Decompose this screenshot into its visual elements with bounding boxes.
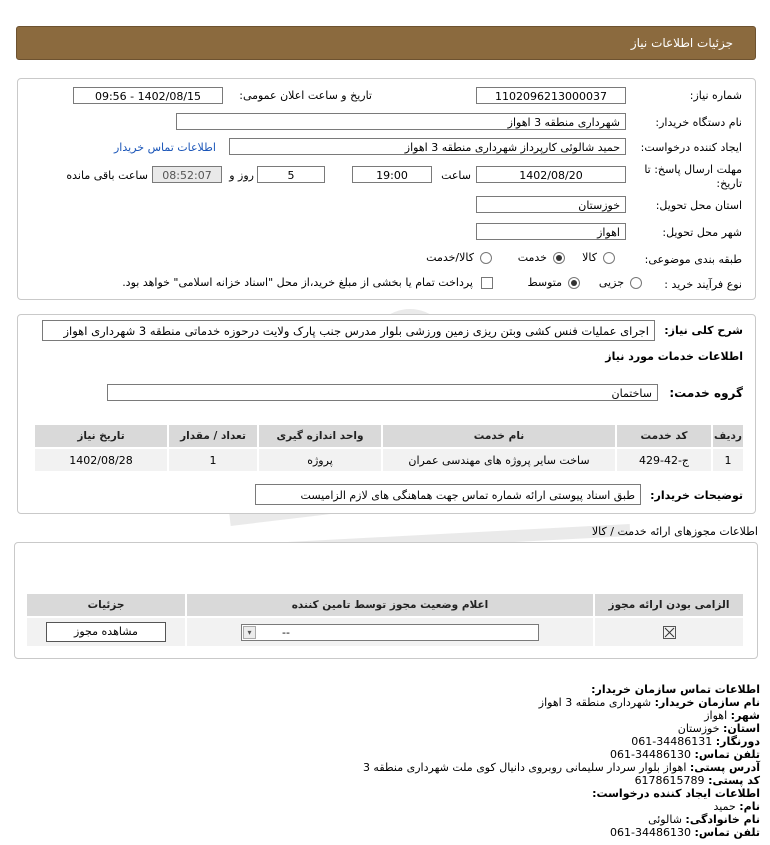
province-field: خوزستان: [476, 196, 626, 213]
org-address-line: [363, 761, 760, 774]
city-field: اهواز: [476, 223, 626, 240]
col-service-name: نام خدمت: [383, 425, 615, 447]
org-postal-value: 6178615789: [634, 774, 705, 787]
org-phone-value: 34486130-061: [610, 748, 692, 761]
org-province-line: [678, 722, 760, 735]
days-remaining-field: 5: [257, 166, 325, 183]
cell-unit: پروژه: [259, 449, 381, 471]
permit-status-cell: [187, 618, 593, 646]
buyer-notes-field: طبق اسناد پیوستی ارائه شماره تماس جهت هماهنگی های لازم الزامیست: [255, 484, 641, 505]
city-label: شهر محل تحویل:: [662, 226, 742, 239]
page-header: [16, 26, 756, 60]
need-number-field: 1102096213000037: [476, 87, 626, 104]
org-city-label: شهر:: [730, 709, 760, 722]
permit-required-cell: [595, 618, 743, 646]
category-option-service: خدمت: [517, 251, 547, 264]
org-province-value: خوزستان: [677, 722, 720, 735]
org-name-line: [539, 696, 760, 709]
process-radio-medium[interactable]: [568, 277, 580, 289]
permits-table: [25, 592, 745, 648]
org-fax-label: دورنگار:: [715, 735, 760, 748]
treasury-text: پرداخت تمام یا بخشی از مبلغ خرید،از محل "اسناد خزانه اسلامی" خواهد بود.: [122, 276, 473, 289]
creator-first-name-value: حمید: [713, 800, 736, 813]
deadline-hour-field: 19:00: [352, 166, 432, 183]
org-contact-title: اطلاعات تماس سازمان خریدار:: [591, 683, 760, 696]
col-permit-status: اعلام وضعیت مجوز توسط تامین کننده: [187, 594, 593, 616]
col-service-code: کد خدمت: [617, 425, 711, 447]
description-field: اجرای عملیات فنس کشی وبتن ریزی زمین ورزشی بلوار مدرس جنب پارک ولایت درحوزه خدماتی منطقه 3 شهرداری اهواز: [42, 320, 655, 341]
cell-need-date: 1402/08/28: [35, 449, 167, 471]
process-option-minor: جزیی: [598, 276, 624, 289]
dropdown-arrow-icon[interactable]: ▾: [243, 626, 256, 639]
col-permit-details: جزئیات: [27, 594, 185, 616]
service-group-field: ساختمان: [107, 384, 658, 401]
col-unit: واحد اندازه گیری: [259, 425, 381, 447]
buyer-org-field: شهرداری منطقه 3 اهواز: [176, 113, 626, 130]
deadline-date-field: 1402/08/20: [476, 166, 626, 183]
deadline-label: مهلت ارسال پاسخ: تا تاریخ:: [644, 163, 742, 190]
process-radio-minor[interactable]: [630, 277, 642, 289]
description-label: شرح کلی نیاز:: [664, 324, 743, 337]
category-label: طبقه بندی موضوعی:: [644, 253, 742, 266]
need-number-label: شماره نیاز:: [689, 89, 742, 102]
view-permit-button[interactable]: مشاهده مجوز: [46, 622, 166, 642]
announce-date-label: تاریخ و ساعت اعلان عمومی:: [239, 89, 372, 102]
cell-service-code: ج-42-429: [617, 449, 711, 471]
table-row: [27, 618, 743, 646]
cell-row: 1: [713, 449, 743, 471]
org-postal-label: کد پستی:: [708, 774, 760, 787]
process-label: نوع فرآیند خرید :: [664, 278, 742, 291]
creator-label: ایجاد کننده درخواست:: [640, 141, 742, 154]
creator-last-name-label: نام خانوادگی:: [685, 813, 760, 826]
buyer-org-label: نام دستگاه خریدار:: [655, 116, 742, 129]
category-radio-goods[interactable]: [603, 252, 615, 264]
creator-field: حمید شالوئی کارپرداز شهرداری منطقه 3 اهواز: [229, 138, 626, 155]
days-label: روز و: [229, 169, 254, 182]
services-table-header: [35, 425, 743, 447]
creator-phone-label: تلفن تماس:: [694, 826, 760, 839]
org-city-value: اهواز: [704, 709, 728, 722]
org-name-label: نام سازمان خریدار:: [654, 696, 760, 709]
org-address-label: آدرس پستی:: [689, 761, 760, 774]
org-fax-value: 34486131-061: [631, 735, 713, 748]
org-name-value: شهرداری منطقه 3 اهواز: [538, 696, 652, 709]
permits-section-title: اطلاعات مجوزهای ارائه خدمت / کالا: [591, 525, 758, 538]
time-remaining-field: 08:52:07: [152, 166, 222, 183]
time-remaining-label: ساعت باقی مانده: [66, 169, 148, 182]
creator-phone-line: [610, 826, 760, 839]
permit-required-checkbox-icon[interactable]: [663, 626, 676, 639]
col-row: ردیف: [713, 425, 743, 447]
org-phone-line: [610, 748, 760, 761]
page-title: جزئیات اطلاعات نیاز: [630, 36, 733, 50]
buyer-notes-label: توضیحات خریدار:: [650, 489, 743, 502]
creator-phone-value: 34486130-061: [610, 826, 692, 839]
creator-last-name-line: [648, 813, 760, 826]
category-option-goods-service: کالا/خدمت: [426, 251, 474, 264]
org-phone-label: تلفن تماس:: [694, 748, 760, 761]
permit-status-select[interactable]: [241, 624, 539, 641]
announce-date-field: 1402/08/15 - 09:56: [73, 87, 223, 104]
col-permit-required: الزامی بودن ارائه مجوز: [595, 594, 743, 616]
buyer-contact-link[interactable]: اطلاعات تماس خریدار: [114, 141, 216, 154]
permit-status-value: --: [282, 625, 290, 639]
cross-icon: [664, 627, 675, 638]
cell-service-name: ساخت سایر پروژه های مهندسی عمران: [383, 449, 615, 471]
province-label: استان محل تحویل:: [655, 199, 742, 212]
treasury-checkbox[interactable]: [481, 277, 493, 289]
table-row: [35, 449, 743, 471]
cell-quantity: 1: [169, 449, 257, 471]
col-need-date: تاریخ نیاز: [35, 425, 167, 447]
creator-first-name-label: نام:: [739, 800, 760, 813]
services-table: [33, 423, 745, 473]
col-quantity: تعداد / مقدار: [169, 425, 257, 447]
process-option-medium: متوسط: [527, 276, 562, 289]
deadline-hour-label: ساعت: [441, 169, 471, 182]
service-group-label: گروه خدمت:: [669, 386, 743, 400]
services-section-title: اطلاعات خدمات مورد نیاز: [605, 350, 743, 363]
org-city-line: [704, 709, 760, 722]
creator-first-name-line: [714, 800, 761, 813]
category-option-goods: کالا: [582, 251, 597, 264]
org-address-value: اهواز بلوار سردار سلیمانی روبروی دانیال کوی ملت شهرداری منطقه 3: [362, 761, 687, 774]
permit-details-cell: [27, 618, 185, 646]
permits-table-header: [27, 594, 743, 616]
category-radio-service[interactable]: [553, 252, 565, 264]
org-province-label: استان:: [723, 722, 760, 735]
creator-contact-title: اطلاعات ایجاد کننده درخواست:: [592, 787, 760, 800]
creator-last-name-value: شالوئی: [648, 813, 682, 826]
category-radio-goods-service[interactable]: [480, 252, 492, 264]
org-fax-line: [631, 735, 760, 748]
org-postal-line: [635, 774, 760, 787]
